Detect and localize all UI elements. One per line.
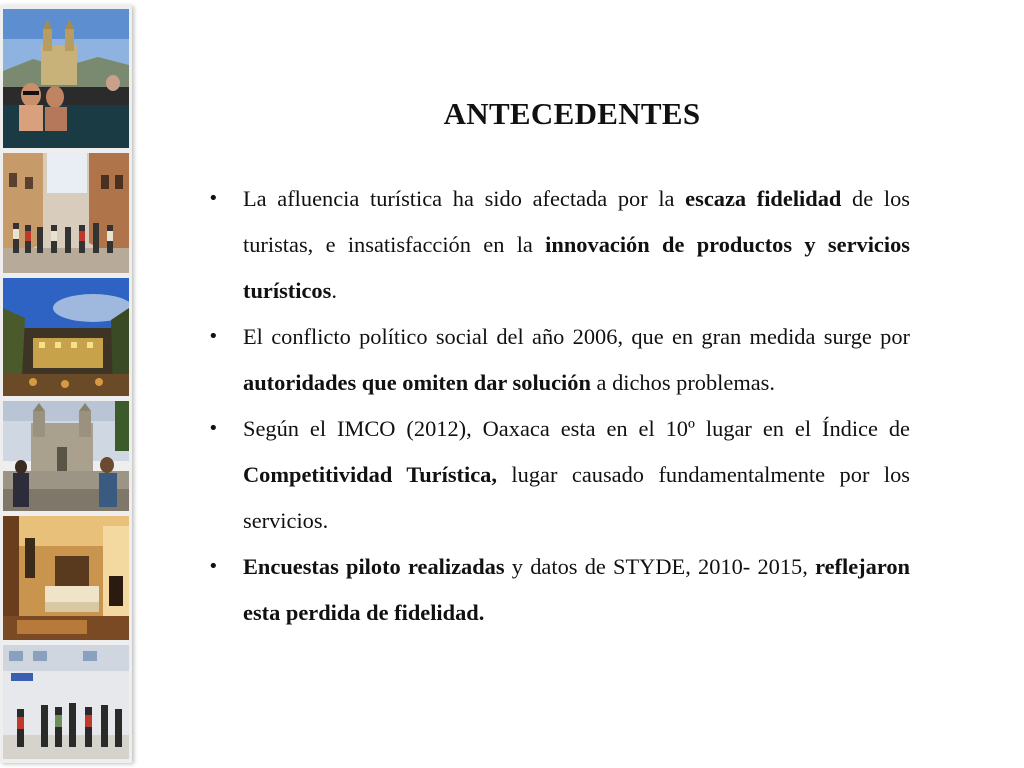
bullet-text: Según el IMCO (2012), Oaxaca esta en el 10º lugar en el Índice de xyxy=(243,416,910,441)
bullet-item xyxy=(204,176,910,314)
bullet-emphasis: innovación de productos y servicios turísticos xyxy=(243,232,910,303)
bullet-text: La afluencia turística ha sido afectada por la xyxy=(243,186,686,211)
slide-title: ANTECEDENTES xyxy=(443,96,701,131)
pedestrian-street-photo xyxy=(3,153,129,273)
bullet-item xyxy=(204,544,910,636)
bullet-emphasis: reflejaron esta perdida de fidelidad. xyxy=(243,554,910,625)
bullet-text: a dichos problemas. xyxy=(590,370,775,395)
bullet-emphasis: Competitividad Turística, xyxy=(243,462,497,487)
bullet-emphasis: Encuestas piloto realizadas xyxy=(243,554,505,579)
bullet-text: y datos de STYDE, 2010- 2015, xyxy=(504,554,816,579)
terrace-night-photo xyxy=(3,278,129,396)
bullet-list xyxy=(204,176,910,636)
photo-strip xyxy=(0,5,132,763)
shopping-mall-photo xyxy=(3,645,129,759)
hotel-room-photo xyxy=(3,516,129,640)
bullet-text: lugar causado fundamentalmente por los servicios. xyxy=(243,462,910,533)
bullet-emphasis: autoridades que omiten dar solución xyxy=(243,370,591,395)
bullet-item xyxy=(204,406,910,544)
cathedral-pool-photo xyxy=(3,9,129,148)
bullet-emphasis: escaza fidelidad xyxy=(685,186,842,211)
bullet-text: El conflicto político social del año 2006, que en gran medida surge por xyxy=(243,324,910,349)
bullet-item xyxy=(204,314,910,406)
church-plaza-photo xyxy=(3,401,129,511)
bullet-text: . xyxy=(331,278,337,303)
bullet-text: de los turistas, e insatisfacción en la xyxy=(243,186,910,257)
